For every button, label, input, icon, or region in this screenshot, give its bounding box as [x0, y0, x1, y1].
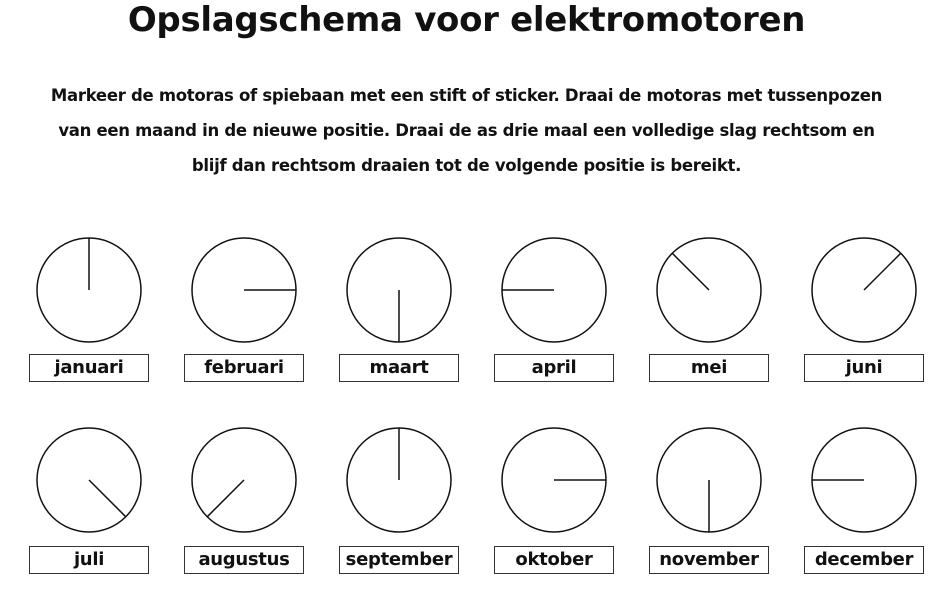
month-label-mei: mei: [649, 354, 769, 382]
month-label-maart: maart: [339, 354, 459, 382]
dial-hand-juni: [864, 253, 901, 290]
month-label-augustus: augustus: [184, 546, 304, 574]
instruction-text: Markeer de motoras of spiebaan met een stift of sticker. Draai de motoras met tussenpozen van een maand in de nieuwe positie. Draai de as drie maal een volledige slag rechtsom en blijf dan rechtsom draaien tot de volgende positie is bereikt.: [50, 86, 883, 175]
month-label-januari: januari: [29, 354, 149, 382]
month-label-september: september: [339, 546, 459, 574]
month-label-oktober: oktober: [494, 546, 614, 574]
page-title: Opslagschema voor elektromotoren: [127, 0, 806, 40]
month-label-juli: juli: [29, 546, 149, 574]
month-label-juni: juni: [804, 354, 924, 382]
month-label-februari: februari: [184, 354, 304, 382]
month-label-april: april: [494, 354, 614, 382]
month-label-december: december: [804, 546, 924, 574]
month-label-november: november: [649, 546, 769, 574]
dial-hand-mei: [672, 253, 709, 290]
dial-hand-juli: [89, 480, 126, 517]
dial-hand-augustus: [207, 480, 244, 517]
